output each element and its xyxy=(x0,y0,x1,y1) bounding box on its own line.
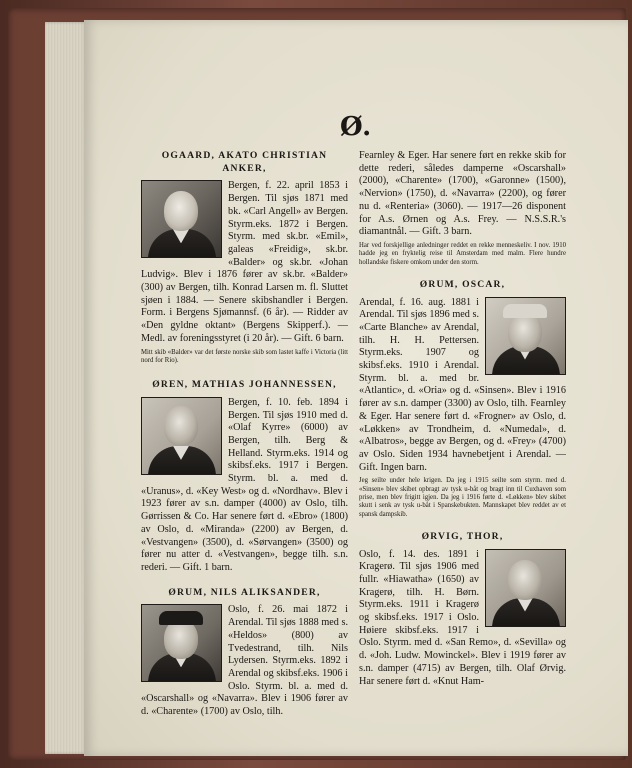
entry-orvig xyxy=(359,531,566,688)
entry-body: Oslo, f. 26. mai 1872 i Arendal. Til sjøs 1888 med s. «Heldos» (800) av Tvedestrand, tilh. Nils Lydersen. Styrm.eks. 1892 i Arendal og skibsf.eks. 1906 i Oslo. Styrm. bl. a. med d. «Oscarshall» og «Navarra». Blev i 1906 fører av d. «Charente» (1700) av Oslo, tilh. xyxy=(141,604,348,718)
page-header: Ø. xyxy=(340,112,373,142)
book-page xyxy=(84,20,628,756)
entry-heading: ØRUM, NILS ALIKSANDER, xyxy=(168,586,321,598)
left-column xyxy=(141,150,348,719)
entry-heading: ØRVIG, THOR, xyxy=(421,530,504,542)
portrait-photo xyxy=(485,297,566,375)
entry-heading: ØREN, MATHIAS JOHANNESSEN, xyxy=(152,379,337,391)
portrait-photo xyxy=(141,604,222,682)
entry-body: Oslo, f. 14. des. 1891 i Kragerø. Til sjøs 1906 med fullr. «Hiawatha» (1650) av Kragerø, tilh. H. Børn. Styrm.eks. 1911 i Kragerø og skibsf.eks. 1917 i Oslo. Høiere skibsf.eks. 1917 i Oslo. Styrm. med d. «San Remo», d. «Sevilla» og d. «Joh. Ludw. Mowinckel». Blev i 1919 fører av s.n. damper (4715) av Bergen, tilh. Olaf Ørvig. Har senere ført d. «Knut Ham- xyxy=(359,548,566,687)
entry-heading: OGAARD, AKATO CHRISTIAN ANKER, xyxy=(161,150,328,174)
entry-note: Har ved forskjellige anledninger reddet en rekke menneskeliv. I nov. 1910 hadde jeg en fryktelig reise til Amsterdam med malm. Flere hundre hollandske fiskere omkom under den storm. xyxy=(359,241,566,266)
page-stack-edge xyxy=(45,22,87,754)
entry-ogaard xyxy=(141,150,348,365)
entry-orum-nils-cont xyxy=(359,150,566,267)
entry-oren xyxy=(141,379,348,575)
entry-heading: ØRUM, OSCAR, xyxy=(419,278,506,290)
captain-cap-icon xyxy=(159,611,203,625)
portrait-photo xyxy=(141,397,222,475)
entry-note: Mitt skib «Balder» var det første norske skib som lastet kaffe i Victoria (litt nord for Rio). xyxy=(141,348,348,364)
entry-body: Bergen, f. 10. feb. 1894 i Bergen. Til sjøs 1910 med d. «Olaf Kyrre» (6000) av Bergen, tilh. Berg & Helland. Styrm.eks. 1914 og skibsf.eks. 1917 i Bergen. Styrm. bl. a. med d. «Uranus», d. «Key West» og d. «Nordhav». Blev i 1923 fører av s.n. damper (4000) av Oslo, tilh. Gørrissen & Co. Har senere ført d. «Ebro» (1800) av Oslo, d. «Miranda» (2200) av Bergen, d. «Vestvangen» (3500), d. «Sørvangen» (3500) og fører nu atter d. «Vestvangen», begge tilh. s.n. rederi. — Gift. 1 barn. xyxy=(141,396,348,573)
captain-cap-icon xyxy=(503,304,547,318)
entry-body: Bergen, f. 22. april 1853 i Bergen. Til sjøs 1871 med bk. «Carl Angell» av Bergen. Styrm.eks. 1872 i Bergen. Styrm. med sk.br. «Emil», galeas «Freidig», sk.br. «Balder» og sk.br. «Johan Ludvig». Blev i 1876 fører av sk.br. «Balder» (300) av Bergen, tilh. Konrad Larsen m. fl. Sluttet sjøen i 1884. — Senere skibshandler i Bergen. Form. i Bergens Sjømannsf. (6 år). — Ridder av «Den gyldne oktant» (Bergens Skipperf.). — Medl. av foreningsstyret (i 20 år). — Gift. 6 barn. xyxy=(141,180,348,344)
entry-body: Fearnley & Eger. Har senere ført en rekke skib for dette rederi, således damperne «Oscarshall» (2000), «Charente» (1700), «Garonne» (1500), «Nervion» (1750), d. «Navarra» (2200), og fører nu d. «Renteria» (3060). — 1917—26 disponent for A.s. Ørnen og A.s. Frey. — N.S.S.R.'s diamantnål. — Gift. 3 barn. xyxy=(359,150,566,238)
entry-orum-oscar xyxy=(359,279,566,519)
entry-orum-nils xyxy=(141,587,348,719)
portrait-photo xyxy=(485,549,566,627)
portrait-photo xyxy=(141,180,222,258)
entry-note: Jeg seilte under hele krigen. Da jeg i 1915 seilte som styrm. med d. «Sinsen» blev skibet opbragt av tysk u-båt og bragt inn til Cuxhaven som prise, men blev frigitt igjen. Da jeg i 1916 førte d. «Løkken» blev skibet skutt i senk av tysk u-båt i Spanskebukten. Mannskapet blev reddet av et spansk dampskib. xyxy=(359,477,566,518)
entry-body: Arendal, f. 16. aug. 1881 i Arendal. Til sjøs 1896 med s. «Carte Blanche» av Arendal, tilh. H. H. Pettersen. Styrm.eks. 1907 og skibsf.eks. 1910 i Arendal. Styrm. bl. a. med br. «Atlantic», d. «Oria» og d. «Sinsen». Blev i 1916 fører av s.n. damper (3300) av Oslo, tilh. Fearnley & Eger. Har senere ført d. «Frogner» av Oslo, d. «Løkken» av Trondheim, d. «Numedal», d. «Albatros», begge av Bergen, og d. «Frey» (4700) av Oslo. Siden 1934 havnebetjent i Arendal. — Gift. Ingen barn. xyxy=(359,296,566,473)
right-column xyxy=(359,150,566,688)
